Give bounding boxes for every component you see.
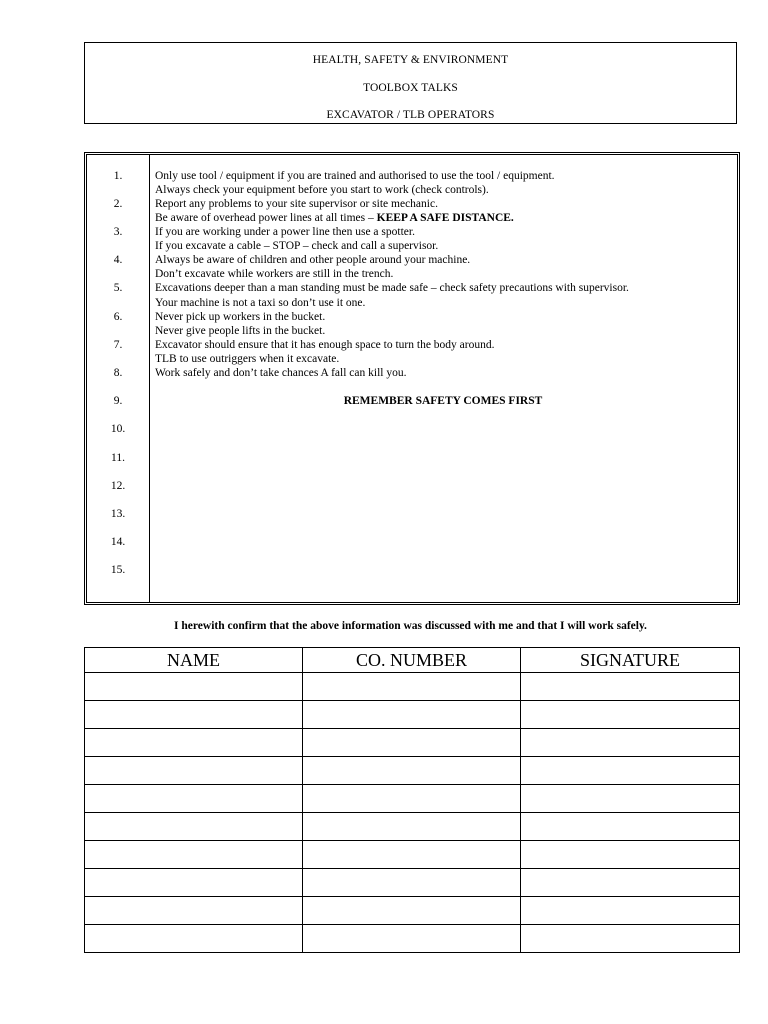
table-row (85, 757, 740, 785)
table-row (85, 841, 740, 869)
column-header-name: NAME (85, 648, 303, 673)
instruction-line: Always be aware of children and other people around your machine. (155, 254, 471, 266)
item-number: 2. (113, 198, 123, 210)
name-cell[interactable] (85, 897, 303, 925)
instruction-line: Only use tool / equipment if you are trained and authorised to use the tool / equipment. (155, 170, 555, 182)
item-number: 7. (113, 339, 123, 351)
item-number: 3. (113, 226, 123, 238)
co-number-cell[interactable] (303, 925, 521, 953)
instruction-line: Work safely and don’t take chances A fall can kill you. (155, 367, 407, 379)
name-cell[interactable] (85, 925, 303, 953)
number-column-divider (149, 155, 150, 602)
table-row (85, 897, 740, 925)
header-title-toolbox: TOOLBOX TALKS (363, 82, 458, 94)
signature-cell[interactable] (521, 785, 740, 813)
safe-distance-emphasis: KEEP A SAFE DISTANCE. (376, 212, 514, 224)
co-number-cell[interactable] (303, 841, 521, 869)
co-number-cell[interactable] (303, 757, 521, 785)
name-cell[interactable] (85, 729, 303, 757)
instruction-line: Never give people lifts in the bucket. (155, 325, 326, 337)
name-cell[interactable] (85, 701, 303, 729)
co-number-cell[interactable] (303, 729, 521, 757)
co-number-cell[interactable] (303, 701, 521, 729)
signature-cell[interactable] (521, 897, 740, 925)
name-cell[interactable] (85, 841, 303, 869)
table-row (85, 673, 740, 701)
item-number: 12. (110, 480, 126, 492)
item-number: 1. (113, 170, 123, 182)
signature-table (84, 647, 740, 953)
instruction-line: Excavator should ensure that it has enough space to turn the body around. (155, 339, 495, 351)
signature-table-header-row (85, 648, 740, 673)
co-number-cell[interactable] (303, 869, 521, 897)
header-title-operators: EXCAVATOR / TLB OPERATORS (326, 109, 495, 121)
document-header (84, 42, 737, 124)
co-number-cell[interactable] (303, 813, 521, 841)
co-number-cell[interactable] (303, 785, 521, 813)
confirmation-statement: I herewith confirm that the above information was discussed with me and that I will work safely. (174, 620, 647, 632)
name-cell[interactable] (85, 757, 303, 785)
instruction-line: Never pick up workers in the bucket. (155, 311, 326, 323)
signature-cell[interactable] (521, 673, 740, 701)
item-number: 9. (113, 395, 123, 407)
instruction-line (155, 211, 514, 225)
co-number-cell[interactable] (303, 897, 521, 925)
item-number: 6. (113, 311, 123, 323)
instruction-line: Don’t excavate while workers are still in the trench. (155, 268, 394, 280)
table-row (85, 869, 740, 897)
remember-safety-banner: REMEMBER SAFETY COMES FIRST (343, 395, 543, 407)
column-header-signature: SIGNATURE (521, 648, 740, 673)
name-cell[interactable] (85, 673, 303, 701)
instruction-line: If you are working under a power line then use a spotter. (155, 226, 415, 238)
name-cell[interactable] (85, 785, 303, 813)
item-number: 5. (113, 282, 123, 294)
item-number: 8. (113, 367, 123, 379)
table-row (85, 785, 740, 813)
signature-cell[interactable] (521, 757, 740, 785)
header-title-hse: HEALTH, SAFETY & ENVIRONMENT (312, 54, 509, 66)
signature-cell[interactable] (521, 869, 740, 897)
table-row (85, 813, 740, 841)
instruction-line: If you excavate a cable – STOP – check and call a supervisor. (155, 240, 439, 252)
signature-cell[interactable] (521, 813, 740, 841)
name-cell[interactable] (85, 869, 303, 897)
co-number-cell[interactable] (303, 673, 521, 701)
signature-cell[interactable] (521, 701, 740, 729)
instruction-line: Report any problems to your site supervisor or site mechanic. (155, 198, 438, 210)
signature-cell[interactable] (521, 841, 740, 869)
instructions-box (84, 152, 740, 605)
item-number: 13. (110, 508, 126, 520)
name-cell[interactable] (85, 813, 303, 841)
signature-cell[interactable] (521, 729, 740, 757)
instruction-line: Always check your equipment before you start to work (check controls). (155, 184, 489, 196)
signature-cell[interactable] (521, 925, 740, 953)
instruction-line: Your machine is not a taxi so don’t use it one. (155, 297, 366, 309)
item-number: 11. (111, 452, 125, 464)
instruction-line: TLB to use outriggers when it excavate. (155, 353, 340, 365)
instruction-text: Be aware of overhead power lines at all times – (155, 212, 377, 224)
table-row (85, 925, 740, 953)
item-number: 4. (113, 254, 123, 266)
table-row (85, 729, 740, 757)
item-number: 14. (110, 536, 126, 548)
instruction-line: Excavations deeper than a man standing must be made safe – check safety precautions with supervisor. (155, 282, 629, 294)
item-number: 10. (110, 423, 126, 435)
item-number: 15. (110, 564, 126, 576)
table-row (85, 701, 740, 729)
column-header-co-number: CO. NUMBER (303, 648, 521, 673)
